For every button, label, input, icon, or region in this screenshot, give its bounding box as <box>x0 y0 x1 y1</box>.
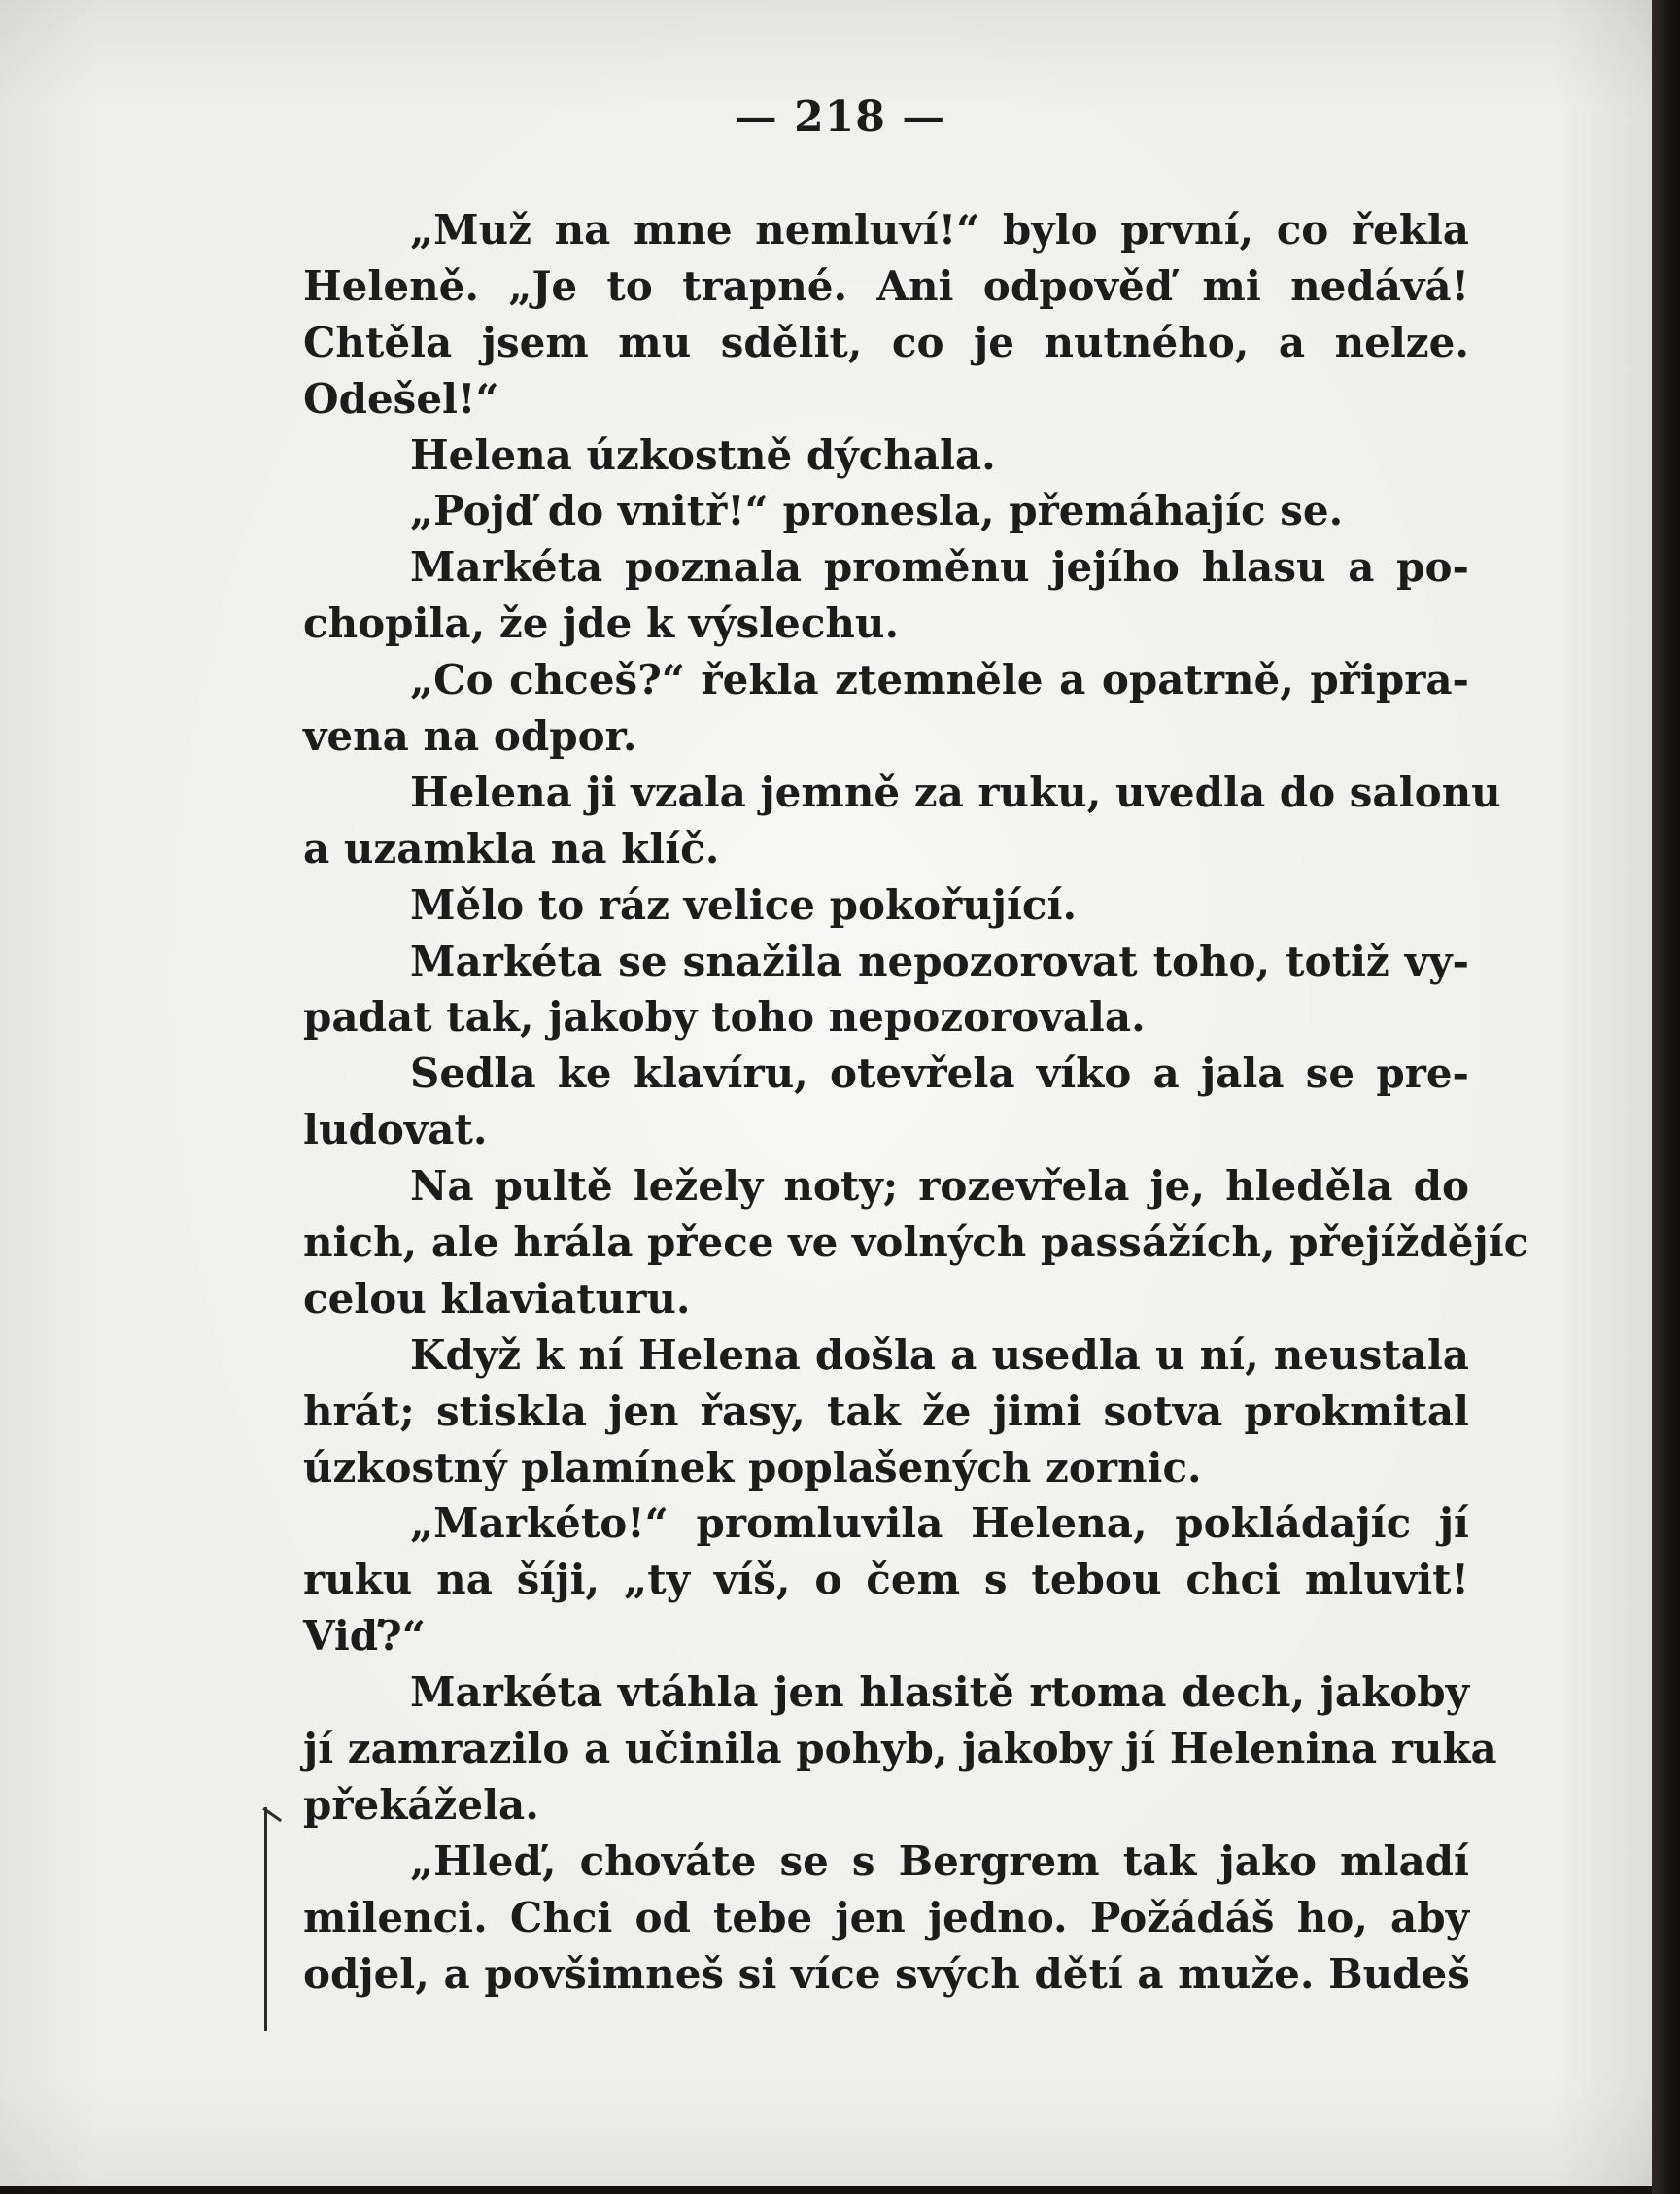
text-line: Mělo to ráz velice pokořující. <box>410 880 1078 929</box>
text-line: překážela. <box>303 1780 539 1829</box>
text-line: chopila, že jde k výslechu. <box>303 600 900 648</box>
text-line: Heleně. „Je to trapné. Ani odpověď mi nedává! <box>303 261 1469 310</box>
text-line: milenci. Chci od tebe jen jedno. Požádáš ho, aby <box>303 1893 1469 1941</box>
text-line: úzkostný plamínek poplašených zornic. <box>303 1443 1202 1491</box>
text-line: nich, ale hrála přece ve volných passážích, přejíždějíc <box>303 1218 1529 1267</box>
text-line: „Muž na mne nemluví!“ bylo první, co řekla <box>410 206 1469 254</box>
page-edge-shadow <box>1652 0 1680 2194</box>
text-line: hrát; stiskla jen řasy, tak že jimi sotva prokmital <box>303 1387 1469 1435</box>
text-line: Chtěla jsem mu sdělit, co je nutného, a nelze. <box>303 318 1469 366</box>
text-line: jí zamrazilo a učinila pohyb, jakoby jí Helenina ruka <box>303 1725 1497 1773</box>
text-line: odjel, a povšimneš si více svých dětí a muže. Budeš <box>303 1949 1470 1998</box>
text-line: a uzamkla na klíč. <box>303 824 720 873</box>
text-line: Helena úzkostně dýchala. <box>410 430 996 479</box>
text-line: Markéta vtáhla jen hlasitě rtoma dech, jakoby <box>410 1668 1469 1717</box>
text-line: Když k ní Helena došla a usedla u ní, neustala <box>410 1330 1469 1379</box>
text-line: ruku na šíji, „ty víš, o čem s tebou chci mluvit! <box>303 1556 1469 1604</box>
text-line: Odešel!“ <box>303 374 499 423</box>
text-line: Markéta se snažila nepozorovat toho, totiž vy- <box>410 937 1469 985</box>
text-line: „Markéto!“ promluvila Helena, pokládajíc jí <box>410 1499 1469 1548</box>
text-line: Markéta poznala proměnu jejího hlasu a po- <box>410 543 1469 592</box>
margin-pencil-mark <box>264 1807 267 2031</box>
text-line: Na pultě ležely noty; rozevřela je, hleděla do <box>410 1162 1469 1211</box>
text-line: ludovat. <box>303 1106 488 1154</box>
text-line: Sedla ke klavíru, otevřela víko a jala se pre- <box>410 1049 1469 1098</box>
body-text <box>303 202 1529 2003</box>
text-line: „Pojď do vnitř!“ pronesla, přemáhajíc se. <box>410 487 1344 535</box>
text-line: Viď?“ <box>303 1612 426 1661</box>
page-number: — 218 — <box>734 92 946 142</box>
text-line: celou klaviaturu. <box>303 1274 691 1322</box>
text-line: „Co chceš?“ řekla ztemněle a opatrně, připra- <box>410 656 1469 704</box>
text-line: vena na odpor. <box>303 712 637 761</box>
text-line: padat tak, jakoby toho nepozorovala. <box>303 993 1146 1042</box>
text-line: „Hleď, chováte se s Bergrem tak jako mladí <box>410 1836 1469 1885</box>
text-line: Helena ji vzala jemně za ruku, uvedla do salonu <box>410 768 1501 816</box>
